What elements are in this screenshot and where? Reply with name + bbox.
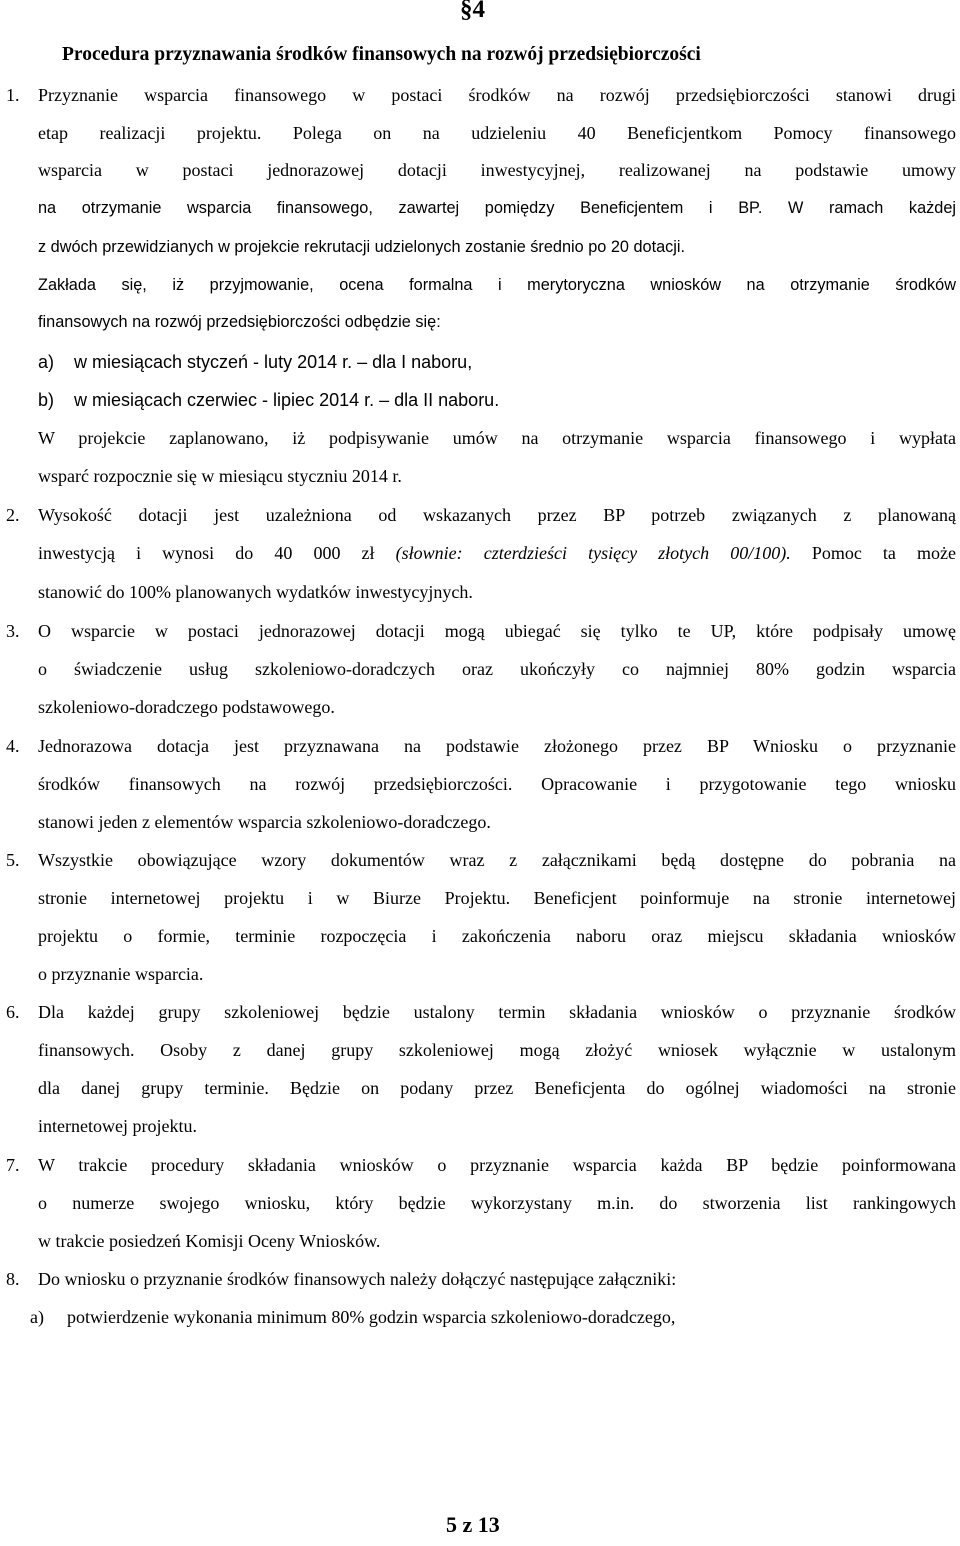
paragraph-line: Wszystkie obowiązujące wzory dokumentów wraz z załącznikami będą dostępne do pobrania na bbox=[38, 850, 956, 870]
paragraph-line: projektu o formie, terminie rozpoczęcia i zakończenia naboru oraz miejscu składania wniosków bbox=[38, 926, 956, 946]
paragraph-line: szkoleniowo-doradczego podstawowego. bbox=[38, 697, 335, 717]
paragraph-line: o przyznanie wsparcia. bbox=[38, 964, 204, 984]
section-number: §4 bbox=[460, 0, 485, 23]
list-number: 3. bbox=[6, 621, 20, 641]
list-number: 1. bbox=[6, 85, 20, 105]
paragraph-line: Jednorazowa dotacja jest przyznawana na podstawie złożonego przez BP Wniosku o przyznanie bbox=[38, 736, 956, 756]
paragraph-line: O wsparcie w postaci jednorazowej dotacji mogą ubiegać się tylko te UP, które podpisały umowę bbox=[38, 621, 956, 641]
paragraph-line: W trakcie procedury składania wniosków o przyznanie wsparcia każda BP będzie poinformowana bbox=[38, 1155, 956, 1175]
total-pages: 13 bbox=[477, 1512, 500, 1537]
page-number bbox=[446, 1512, 500, 1538]
text-run: inwestycją i wynosi do 40 000 zł bbox=[38, 543, 396, 563]
text-run: Pomoc ta może bbox=[790, 543, 956, 563]
current-page: 5 bbox=[446, 1512, 457, 1537]
sub-item-label: a) bbox=[38, 352, 55, 372]
paragraph-line: wsparć rozpocznie się w miesiącu styczniu 2014 r. bbox=[38, 466, 402, 486]
paragraph-line: stanowi jeden z elementów wsparcia szkoleniowo-doradczego. bbox=[38, 812, 491, 832]
list-number: 7. bbox=[6, 1155, 20, 1175]
paragraph-line: Zakłada się, iż przyjmowanie, ocena formalna i merytoryczna wniosków na otrzymanie środków bbox=[38, 276, 956, 294]
paragraph-line: stanowić do 100% planowanych wydatków inwestycyjnych. bbox=[38, 582, 473, 602]
paragraph-line: o numerze swojego wniosku, który będzie wykorzystany m.in. do stworzenia list rankingowych bbox=[38, 1193, 956, 1213]
sub-item-text: potwierdzenie wykonania minimum 80% godzin wsparcia szkoleniowo-doradczego, bbox=[67, 1307, 676, 1327]
paragraph-line: z dwóch przewidzianych w projekcie rekrutacji udzielonych zostanie średnio po 20 dotacji. bbox=[38, 238, 686, 256]
list-number: 5. bbox=[6, 850, 20, 870]
paragraph-line: finansowych na rozwój przedsiębiorczości odbędzie się: bbox=[38, 313, 441, 331]
list-number: 2. bbox=[6, 505, 20, 525]
paragraph-line: Wysokość dotacji jest uzależniona od wskazanych przez BP potrzeb związanych z planowaną bbox=[38, 505, 956, 525]
paragraph-line: środków finansowych na rozwój przedsiębiorczości. Opracowanie i przygotowanie tego wniosku bbox=[38, 774, 956, 794]
paragraph-line: etap realizacji projektu. Polega on na udzieleniu 40 Beneficjentkom Pomocy finansowego bbox=[38, 123, 956, 143]
paragraph-line: internetowej projektu. bbox=[38, 1116, 197, 1136]
sub-item-text: w miesiącach styczeń - luty 2014 r. – dla I naboru, bbox=[74, 352, 473, 372]
section-heading: Procedura przyznawania środków finansowych na rozwój przedsiębiorczości bbox=[62, 44, 701, 65]
page-separator: z bbox=[462, 1512, 473, 1537]
paragraph-line: Przyznanie wsparcia finansowego w postaci środków na rozwój przedsiębiorczości stanowi drugi bbox=[38, 85, 956, 105]
paragraph-line bbox=[38, 543, 956, 564]
paragraph-line: W projekcie zaplanowano, iż podpisywanie umów na otrzymanie wsparcia finansowego i wypłata bbox=[38, 428, 956, 448]
paragraph-line: w trakcie posiedzeń Komisji Oceny Wniosków. bbox=[38, 1231, 381, 1251]
paragraph-line: o świadczenie usług szkoleniowo-doradczych oraz ukończyły co najmniej 80% godzin wsparcia bbox=[38, 659, 956, 679]
paragraph-line: finansowych. Osoby z danej grupy szkoleniowej mogą złożyć wniosek wyłącznie w ustalonym bbox=[38, 1040, 956, 1060]
paragraph-line: stronie internetowej projektu i w Biurze Projektu. Beneficjent poinformuje na stronie internetowej bbox=[38, 888, 956, 908]
sub-item-text: w miesiącach czerwiec - lipiec 2014 r. – dla II naboru. bbox=[74, 390, 500, 410]
paragraph-line: dla danej grupy terminie. Będzie on podany przez Beneficjenta do ogólnej wiadomości na stronie bbox=[38, 1078, 956, 1098]
paragraph-line: Do wniosku o przyznanie środków finansowych należy dołączyć następujące załączniki: bbox=[38, 1269, 677, 1289]
amount-in-words: (słownie: czterdzieści tysięcy złotych 00/100). bbox=[395, 543, 791, 563]
list-number: 4. bbox=[6, 736, 20, 756]
paragraph-line: Dla każdej grupy szkoleniowej będzie ustalony termin składania wniosków o przyznanie środków bbox=[38, 1002, 956, 1022]
paragraph-line: na otrzymanie wsparcia finansowego, zawartej pomiędzy Beneficjentem i BP. W ramach każdej bbox=[38, 199, 956, 217]
sub-item-label: b) bbox=[38, 390, 55, 410]
list-number: 8. bbox=[6, 1269, 20, 1289]
sub-item-label: a) bbox=[30, 1307, 44, 1327]
list-number: 6. bbox=[6, 1002, 20, 1022]
paragraph-line: wsparcia w postaci jednorazowej dotacji inwestycyjnej, realizowanej na podstawie umowy bbox=[38, 160, 956, 180]
